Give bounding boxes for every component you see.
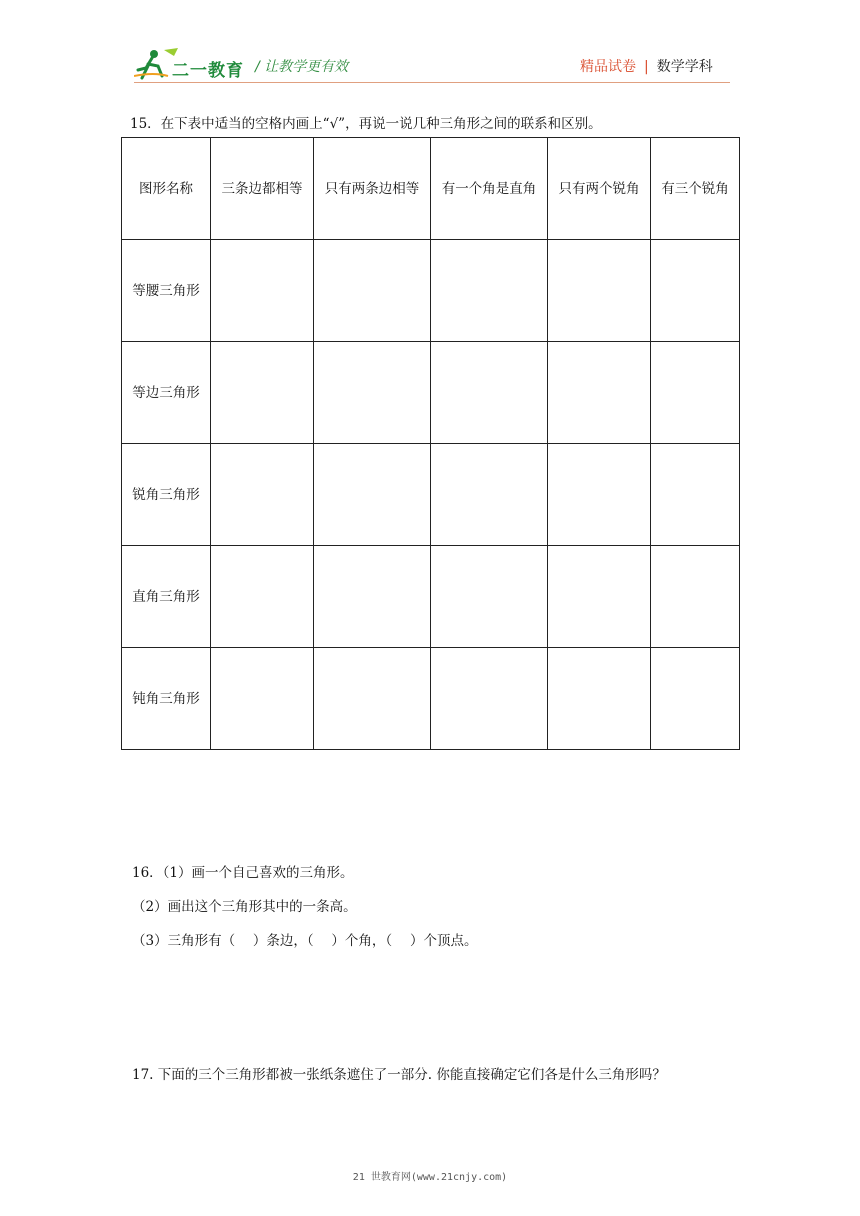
table-row xyxy=(122,240,740,342)
answer-cell[interactable] xyxy=(651,546,740,648)
logo-text: 二一教育 xyxy=(172,61,244,81)
answer-cell[interactable] xyxy=(211,342,314,444)
answer-cell[interactable] xyxy=(548,342,651,444)
answer-cell[interactable] xyxy=(314,444,431,546)
answer-cell[interactable] xyxy=(211,240,314,342)
row-header: 钝角三角形 xyxy=(122,648,211,750)
page-header xyxy=(0,0,860,90)
header-separator: | xyxy=(644,59,649,75)
column-header: 三条边都相等 xyxy=(211,138,314,240)
answer-cell[interactable] xyxy=(211,648,314,750)
answer-cell[interactable] xyxy=(314,240,431,342)
table-row xyxy=(122,342,740,444)
page-footer: 21 世教育网(www.21cnjy.com) xyxy=(352,1172,508,1183)
answer-cell[interactable] xyxy=(431,546,548,648)
answer-cell[interactable] xyxy=(314,546,431,648)
question-16-part-2: （2）画出这个三角形其中的一条高。 xyxy=(132,899,357,915)
answer-cell[interactable] xyxy=(431,342,548,444)
column-header: 只有两个锐角 xyxy=(548,138,651,240)
answer-cell[interactable] xyxy=(651,648,740,750)
header-slogan: / 让教学更有效 xyxy=(255,59,349,75)
answer-cell[interactable] xyxy=(431,444,548,546)
header-right xyxy=(580,56,713,76)
answer-cell[interactable] xyxy=(651,342,740,444)
question-16-part-3: （3）三角形有（ ）条边，（ ）个角，（ ）个顶点。 xyxy=(132,933,478,949)
column-header: 只有两条边相等 xyxy=(314,138,431,240)
column-header: 有一个角是直角 xyxy=(431,138,548,240)
header-divider xyxy=(134,82,730,83)
column-header: 有三个锐角 xyxy=(651,138,740,240)
table-row xyxy=(122,546,740,648)
answer-cell[interactable] xyxy=(548,444,651,546)
question-15-text: 15．在下表中适当的空格内画上“√”，再说一说几种三角形之间的联系和区别。 xyxy=(130,116,602,132)
question-16-part-1: 16．（1）画一个自己喜欢的三角形。 xyxy=(132,865,354,881)
answer-cell[interactable] xyxy=(211,546,314,648)
answer-cell[interactable] xyxy=(314,342,431,444)
triangle-classification-table xyxy=(121,137,740,750)
answer-cell[interactable] xyxy=(431,240,548,342)
answer-cell[interactable] xyxy=(548,546,651,648)
header-label-premium: 精品试卷 xyxy=(580,59,636,75)
question-17-text: 17. 下面的三个三角形都被一张纸条遮住了一部分. 你能直接确定它们各是什么三角形吗？ xyxy=(132,1067,666,1083)
answer-cell[interactable] xyxy=(548,648,651,750)
table-row xyxy=(122,444,740,546)
row-header: 等腰三角形 xyxy=(122,240,211,342)
answer-cell[interactable] xyxy=(651,444,740,546)
answer-cell[interactable] xyxy=(314,648,431,750)
column-header: 图形名称 xyxy=(122,138,211,240)
table-header-row xyxy=(122,138,740,240)
header-label-subject: 数学学科 xyxy=(656,59,713,75)
answer-cell[interactable] xyxy=(211,444,314,546)
row-header: 锐角三角形 xyxy=(122,444,211,546)
answer-cell[interactable] xyxy=(431,648,548,750)
answer-cell[interactable] xyxy=(548,240,651,342)
table-row xyxy=(122,648,740,750)
row-header: 等边三角形 xyxy=(122,342,211,444)
answer-cell[interactable] xyxy=(651,240,740,342)
row-header: 直角三角形 xyxy=(122,546,211,648)
